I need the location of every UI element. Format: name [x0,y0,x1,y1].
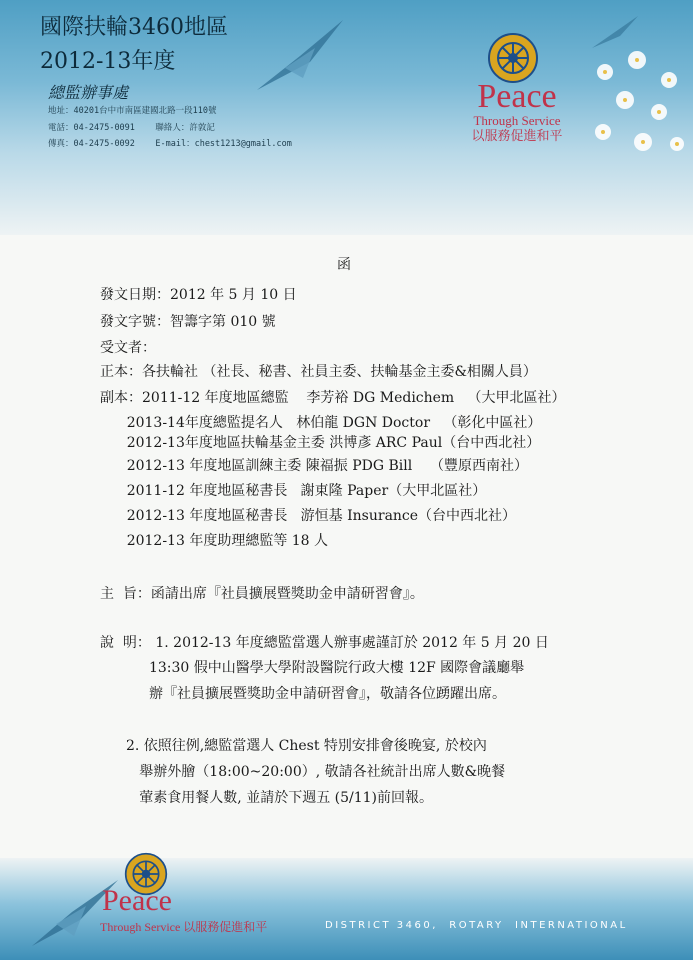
peace-word: Peace [477,78,557,115]
description-line: 葷素食用餐人數, 並請於下週五 (5/11)前回報。 [77,790,434,806]
date-line: 發文日期：2012 年 5 月 10 日 [100,287,297,303]
footer-tagline: Through Service 以服務促進和平 [100,920,268,934]
phone-line: 電話：04-2475-0091 聯絡人：許敦記 [48,123,215,133]
description-line: 13:30 假中山醫學大學附設醫院行政大樓 12F 國際會議廳舉 [100,660,525,676]
description-line: 辦『社員擴展暨獎助金申請研習會』，敬請各位踴躍出席。 [100,686,506,702]
cc-line: 2012-13 年度助理總監等 18 人 [100,533,329,549]
address-line: 地址：40201台中市南區建國北路一段110號 [48,106,217,116]
description-line: 2. 依照往例,總監當選人 Chest 特別安排會後晚宴, 於校內 [77,738,487,754]
letter-title: 函 [337,257,351,273]
cc-line: 2011-12 年度地區秘書長 謝東隆 Paper（大甲北區社） [100,483,487,499]
paper-crane-icon [255,18,345,93]
footer-district: DISTRICT 3460, ROTARY INTERNATIONAL [325,920,628,931]
cc-line: 副本：2011-12 年度地區總監 李芳裕 DG Medichem （大甲北區社） [100,390,566,406]
footer-peace-word: Peace [102,884,172,917]
rotary-wheel-icon [487,32,539,84]
cc-line: 2012-13 年度地區訓練主委 陳福振 PDG Bill （豐原西南社） [100,458,529,474]
flower-decoration-icon [585,40,693,170]
org-title: 國際扶輪3460地區 [40,15,228,40]
peace-logo [452,80,582,146]
peace-subtitle: Through Service [473,113,561,128]
org-year: 2012-13年度 [40,49,176,74]
reference-line: 發文字號：智籌字第 010 號 [100,314,276,330]
recipient-line: 受文者： [100,340,156,356]
cc-line: 2012-13 年度地區秘書長 游恒基 Insurance（台中西北社） [100,508,517,524]
fax-email-line: 傳真：04-2475-0092 E-mail：chest1213@gmail.com [48,139,292,149]
description-line: 說 明： 1. 2012-13 年度總監當選人辦事處謹訂於 2012 年 5 月 20 日 [100,635,549,651]
main-recipient-line: 正本：各扶輪社 （社長、秘書、社員主委、扶輪基金主委&相關人員） [100,364,537,380]
cc-line: 2012-13年度地區扶輪基金主委 洪博彥 ARC Paul（台中西北社） [100,435,541,451]
subject-line: 主 旨：函請出席『社員擴展暨獎助金申請研習會』。 [100,586,424,602]
description-line: 舉辦外膾（18:00~20:00）, 敬請各社統計出席人數&晚餐 [77,764,506,780]
office-name: 總監辦事處 [48,83,129,102]
peace-chinese: 以服務促進和平 [471,129,563,144]
cc-line: 2013-14年度總監提名人 林伯龍 DGN Doctor （彰化中區社） [100,415,542,431]
